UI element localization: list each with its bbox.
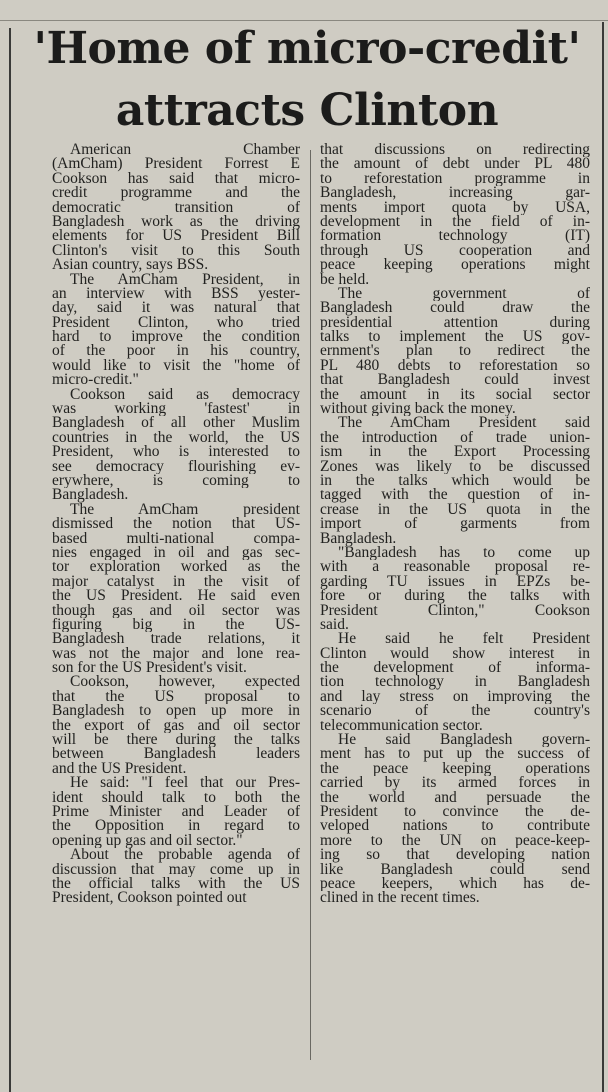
column-gutter (310, 150, 311, 1060)
article-text-line: with a reasonable proposal re- (320, 560, 590, 575)
article-text-line: development in the field of in- (320, 214, 590, 230)
article-text-line: The AmCham president (70, 502, 300, 518)
article-text-line: an interview with BSS yester- (52, 286, 300, 302)
article-text-line: President Clinton," Cookson (320, 603, 590, 618)
article-column-left (52, 143, 300, 906)
article-text-line: Bangladesh could draw the (320, 301, 590, 316)
article-text-line: Clinton's visit to this South (52, 243, 300, 259)
article-text-line: more to the UN on peace-keep- (320, 833, 590, 849)
article-text-line: the amount of debt under PL 480 (320, 157, 590, 172)
article-text-line: figuring big in the US- (52, 617, 300, 633)
right-border-rule (602, 22, 604, 1092)
article-text-line: carried by its armed forces in (320, 776, 590, 791)
article-text-line: ident should talk to both the (52, 790, 300, 805)
article-text-line: telecommunication sector. (320, 718, 483, 734)
article-text-line: Prime Minister and Leader of (52, 804, 300, 820)
article-text-line: ism in the Export Processing (320, 445, 590, 460)
article-text-line: Bangladesh. (52, 488, 129, 503)
article-text-line: Bangladesh, increasing gar- (320, 186, 590, 201)
article-text-line: Cookson has said that micro- (52, 171, 300, 187)
article-text-line: Zones was likely to be discussed (320, 459, 590, 474)
article-text-line: He said Bangladesh govern- (338, 733, 590, 748)
article-text-line: major catalyst in the visit of (52, 574, 300, 590)
article-text-line: the amount in its social sector (320, 387, 590, 403)
article-text-line: ing so that developing nation (320, 848, 590, 863)
article-text-line: peace keeping operations might (320, 258, 590, 273)
article-text-line: President to convince the de- (320, 804, 590, 820)
article-text-line: and the US President. (52, 761, 187, 777)
article-text-line: PL 480 debts to reforestation so (320, 358, 590, 374)
article-text-line: import of garments from (320, 517, 590, 532)
article-text-line: About the probable agenda of (70, 848, 300, 863)
article-text-line: Clinton would show interest in (320, 646, 590, 662)
article-text-line: like Bangladesh could send (320, 862, 590, 877)
article-text-line: based multi-national compa- (52, 531, 300, 546)
article-text-line: son for the US President's visit. (52, 661, 247, 676)
article-text-line: Bangladesh to open up more in (52, 704, 300, 719)
article-text-line: hard to improve the condition (52, 330, 300, 345)
article-text-line: in the talks which would be (320, 473, 590, 489)
article-text-line: that discussions on redirecting (320, 143, 590, 158)
article-text-line: presidential attention during (320, 315, 590, 331)
article-text-line: He said: "I feel that our Pres- (70, 776, 300, 791)
left-border-rule (9, 28, 11, 1092)
article-text-line: dismissed the notion that US- (52, 517, 300, 532)
article-text-line: credit programme and the (52, 186, 300, 201)
article-text-line: the Opposition in regard to (52, 819, 300, 834)
article-text-line: of the poor in his country, (52, 344, 300, 359)
article-text-line: the peace keeping operations (320, 761, 590, 777)
article-text-line: democratic transition of (52, 200, 300, 215)
article-text-line: talks to implement the US gov- (320, 330, 590, 345)
article-text-line: countries in the world, the US (52, 430, 300, 446)
article-text-line: will be there during the talks (52, 733, 300, 748)
article-text-line: President Clinton, who tried (52, 315, 300, 331)
headline-line-2: attracts Clinton (115, 85, 499, 136)
article-text-line: President, who is interested to (52, 445, 300, 460)
article-text-line: elements for US President Bill (52, 229, 300, 244)
article-text-line: through US cooperation and (320, 243, 590, 259)
article-text-line: was not the major and lone rea- (52, 646, 300, 662)
article-text-line: the US President. He said even (52, 589, 300, 604)
article-text-line: Bangladesh of all other Muslim (52, 416, 300, 431)
article-text-line: President, Cookson pointed out (52, 891, 247, 906)
article-text-line: was working 'fastest' in (52, 402, 300, 417)
article-text-line: the world and persuade the (320, 790, 590, 805)
headline-line-1: 'Home of micro-credit' (33, 23, 581, 74)
article-text-line: ernment's plan to redirect the (320, 344, 590, 359)
top-rule (0, 20, 608, 21)
article-text-line: "Bangladesh has to come up (338, 545, 590, 561)
article-text-line: clined in the recent times. (320, 891, 480, 906)
article-text-line: tion technology in Bangladesh (320, 675, 590, 690)
article-text-line: scenario of the country's (320, 704, 590, 719)
article-text-line: The AmCham President said (338, 416, 590, 431)
article-text-line: Bangladesh trade relations, it (52, 632, 300, 647)
article-text-line: see democracy flourishing ev- (52, 459, 300, 474)
article-text-line: discussion that may come up in (52, 862, 300, 877)
article-text-line: tor exploration worked as the (52, 560, 300, 575)
article-text-line: without giving back the money. (320, 402, 516, 417)
article-text-line: nies engaged in oil and gas sec- (52, 545, 300, 561)
article-text-line: The AmCham President, in (70, 272, 300, 287)
article-text-line: (AmCham) President Forrest E (52, 157, 300, 172)
article-text-line: Asian country, says BSS. (52, 258, 209, 273)
article-text-line: American Chamber (70, 143, 300, 158)
article-text-line: opening up gas and oil sector." (52, 833, 243, 849)
article-text-line: to reforestation programme in (320, 171, 590, 187)
article-text-line: The government of (338, 286, 590, 302)
article-text-line: though gas and oil sector was (52, 603, 300, 618)
article-text-line: would like to visit the "home of (52, 358, 300, 374)
article-text-line: Bangladesh work as the driving (52, 214, 300, 230)
article-text-line: between Bangladesh leaders (52, 747, 300, 762)
article-text-line: said. (320, 617, 349, 633)
article-column-right (320, 143, 590, 906)
article-text-line: that the US proposal to (52, 689, 300, 705)
article-text-line: formation technology (IT) (320, 229, 590, 244)
article-text-line: the export of gas and oil sector (52, 718, 300, 734)
article-text-line: He said he felt President (338, 632, 590, 647)
article-text-line: ments import quota by USA, (320, 200, 590, 215)
article-text-line: peace keepers, which has de- (320, 876, 590, 892)
article-text-line: the development of informa- (320, 661, 590, 676)
article-text-line: that Bangladesh could invest (320, 373, 590, 388)
article-text-line: garding TU issues in EPZs be- (320, 574, 590, 590)
article-text-line: be held. (320, 272, 370, 287)
article-text-line: Cookson said as democracy (70, 387, 300, 403)
article-text-line: crease in the US quota in the (320, 502, 590, 518)
article-text-line: veloped nations to contribute (320, 819, 590, 834)
article-text-line: and lay stress on improving the (320, 689, 590, 705)
article-text-line: erywhere, is coming to (52, 473, 300, 489)
article-text-line: ment has to put up the success of (320, 747, 590, 762)
article-text-line: the introduction of trade union- (320, 430, 590, 446)
article-text-line: the official talks with the US (52, 876, 300, 892)
article-text-line: tagged with the question of in- (320, 488, 590, 503)
article-text-line: fore or during the talks with (320, 589, 590, 604)
article-text-line: day, said it was natural that (52, 301, 300, 316)
article-text-line: Bangladesh. (320, 531, 397, 546)
article-text-line: micro-credit." (52, 373, 139, 388)
article-text-line: Cookson, however, expected (70, 675, 300, 690)
